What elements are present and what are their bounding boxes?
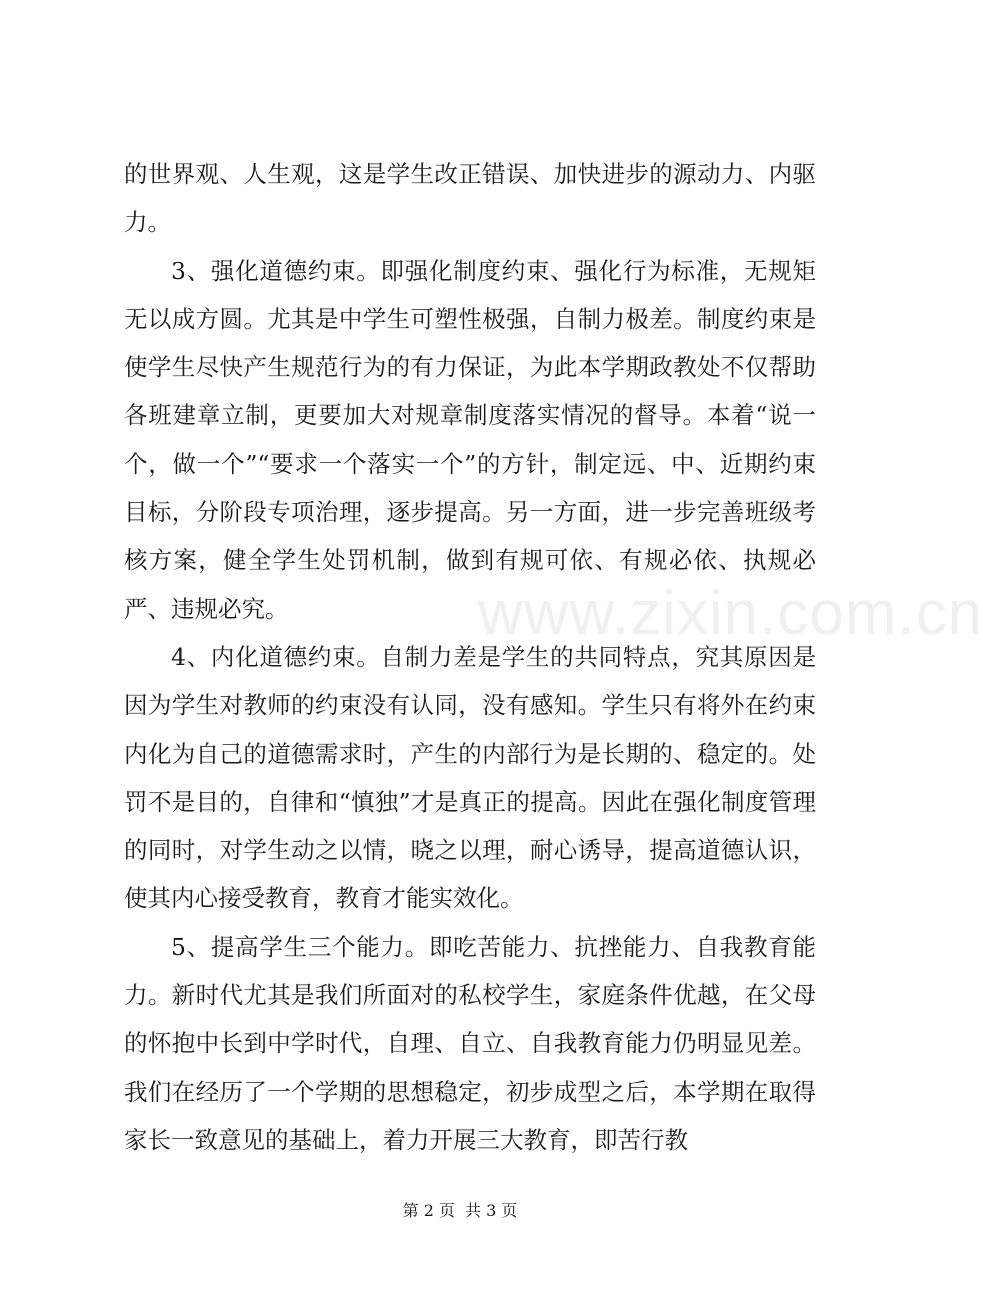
paragraph-item-4: 4、内化道德约束。自制力差是学生的共同特点，究其原因是因为学生对教师的约束没有认同，没有感知。学生只有将外在约束内化为自己的道德需求时，产生的内部行为是长期的、稳定的。处罚不是目的，自律和“慎独”才是真正的提高。因此在强化制度管理的同时，对学生动之以情，晓之以理，耐心诱导，提高道德认识，使其内心接受教育，教育才能实效化。	[124, 642, 816, 913]
page-number-current: 第 2 页	[402, 1201, 455, 1220]
paragraph-continuation: 的世界观、人生观，这是学生改正错误、加快进步的源动力、内驱力。	[124, 160, 816, 237]
page-footer	[0, 1198, 920, 1221]
paragraph-item-3: 3、强化道德约束。即强化制度约束、强化行为标准，无规矩无以成方圆。尤其是中学生可塑性极强，自制力极差。制度约束是使学生尽快产生规范行为的有力保证，为此本学期政教处不仅帮助各班建章立制，更要加大对规章制度落实情况的督导。本着“说一个，做一个”“要求一个落实一个”的方针，制定远、中、近期约束目标，分阶段专项治理，逐步提高。另一方面，进一步完善班级考核方案，健全学生处罚机制，做到有规可依、有规必依、执规必严、违规必究。	[124, 256, 816, 623]
document-body	[124, 150, 816, 1164]
page-number-total: 共 3 页	[465, 1201, 518, 1220]
paragraph-item-5: 5、提高学生三个能力。即吃苦能力、抗挫能力、自我教育能力。新时代尤其是我们所面对的私校学生，家庭条件优越，在父母的怀抱中长到中学时代，自理、自立、自我教育能力仍明显见差。我们在经历了一个学期的思想稳定，初步成型之后，本学期在取得家长一致意见的基础上，着力开展三大教育，即苦行教	[124, 932, 816, 1154]
watermark-text: www.zixin.com.cn	[478, 579, 983, 648]
